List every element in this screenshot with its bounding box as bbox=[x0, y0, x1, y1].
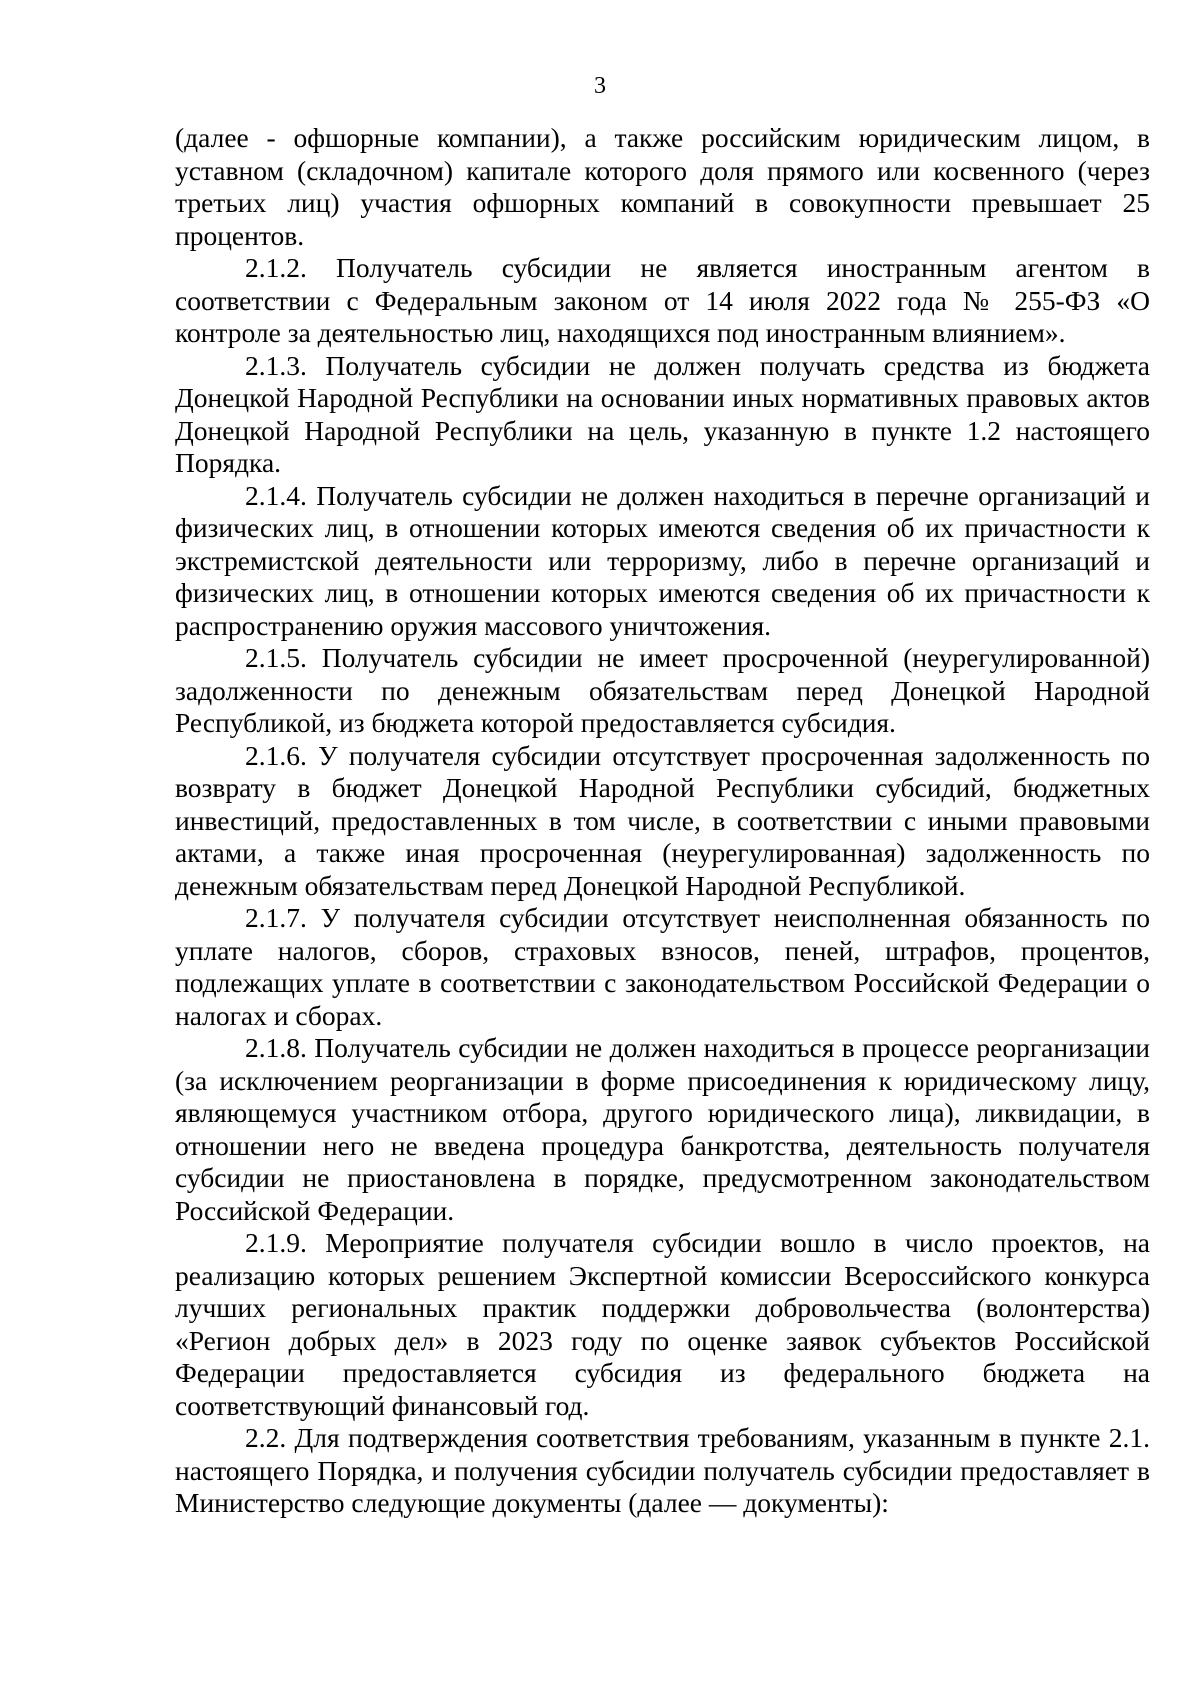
paragraph-2-1-7: 2.1.7. У получателя субсидии отсутствует неисполненная обязанность по уплате налогов, сборов, страховых взносов, пеней, штрафов, процентов, подлежащих уплате в соответствии с законодательством Российской Федерации о налогах и сборах. bbox=[175, 902, 1150, 1031]
paragraph-offshore-continuation: (далее - офшорные компании), а также российским юридическим лицом, в уставном (складочном) капитале которого доля прямого или косвенного (через третьих лиц) участия офшорных компаний в совокупности превышает 25 процентов. bbox=[175, 122, 1150, 251]
paragraph-2-1-8: 2.1.8. Получатель субсидии не должен находиться в процессе реорганизации (за исключением реорганизации в форме присоединения к юридическому лицу, являющемуся участником отбора, другого юридического лица), ликвидации, в отношении него не введена процедура банкротства, деятельность получателя субсидии не приостановлена в порядке, предусмотренном законодательством Российской Федерации. bbox=[175, 1032, 1150, 1226]
paragraph-2-1-3: 2.1.3. Получатель субсидии не должен получать средства из бюджета Донецкой Народной Республики на основании иных нормативных правовых актов Донецкой Народной Республики на цель, указанную в пункте 1.2 настоящего Порядка. bbox=[175, 349, 1150, 478]
paragraph-2-1-6: 2.1.6. У получателя субсидии отсутствует просроченная задолженность по возврату в бюджет Донецкой Народной Республики субсидий, бюджетных инвестиций, предоставленных в том числе, в соответствии с иными правовыми актами, а также иная просроченная (неурегулированная) задолженность по денежным обязательствам перед Донецкой Народной Республикой. bbox=[175, 739, 1150, 901]
paragraph-2-1-2: 2.1.2. Получатель субсидии не является иностранным агентом в соответствии с Федеральным законом от 14 июля 2022 года № 255-ФЗ «О контроле за деятельностью лиц, находящихся под иностранным влиянием». bbox=[175, 252, 1150, 348]
paragraph-2-1-5: 2.1.5. Получатель субсидии не имеет просроченной (неурегулированной) задолженности по денежным обязательствам перед Донецкой Народной Республикой, из бюджета которой предоставляется субсидия. bbox=[175, 642, 1150, 738]
paragraph-2-1-9: 2.1.9. Мероприятие получателя субсидии вошло в число проектов, на реализацию которых решением Экспертной комиссии Всероссийского конкурса лучших региональных практик поддержки добровольчества (волонтерства) «Регион добрых дел» в 2023 году по оценке заявок субъектов Российской Федерации предоставляется субсидия из федерального бюджета на соответствующий финансовый год. bbox=[175, 1227, 1150, 1421]
paragraph-2-2: 2.2. Для подтверждения соответствия требованиям, указанным в пункте 2.1. настоящего Порядка, и получения субсидии получатель субсидии предоставляет в Министерство следующие документы (далее — документы): bbox=[175, 1422, 1150, 1518]
page-number: 3 bbox=[594, 73, 606, 99]
document-body bbox=[175, 122, 1150, 1520]
paragraph-2-1-4: 2.1.4. Получатель субсидии не должен находиться в перечне организаций и физических лиц, в отношении которых имеются сведения об их причастности к экстремистской деятельности или терроризму, либо в перечне организаций и физических лиц, в отношении которых имеются сведения об их причастности к распространению оружия массового уничтожения. bbox=[175, 479, 1150, 641]
